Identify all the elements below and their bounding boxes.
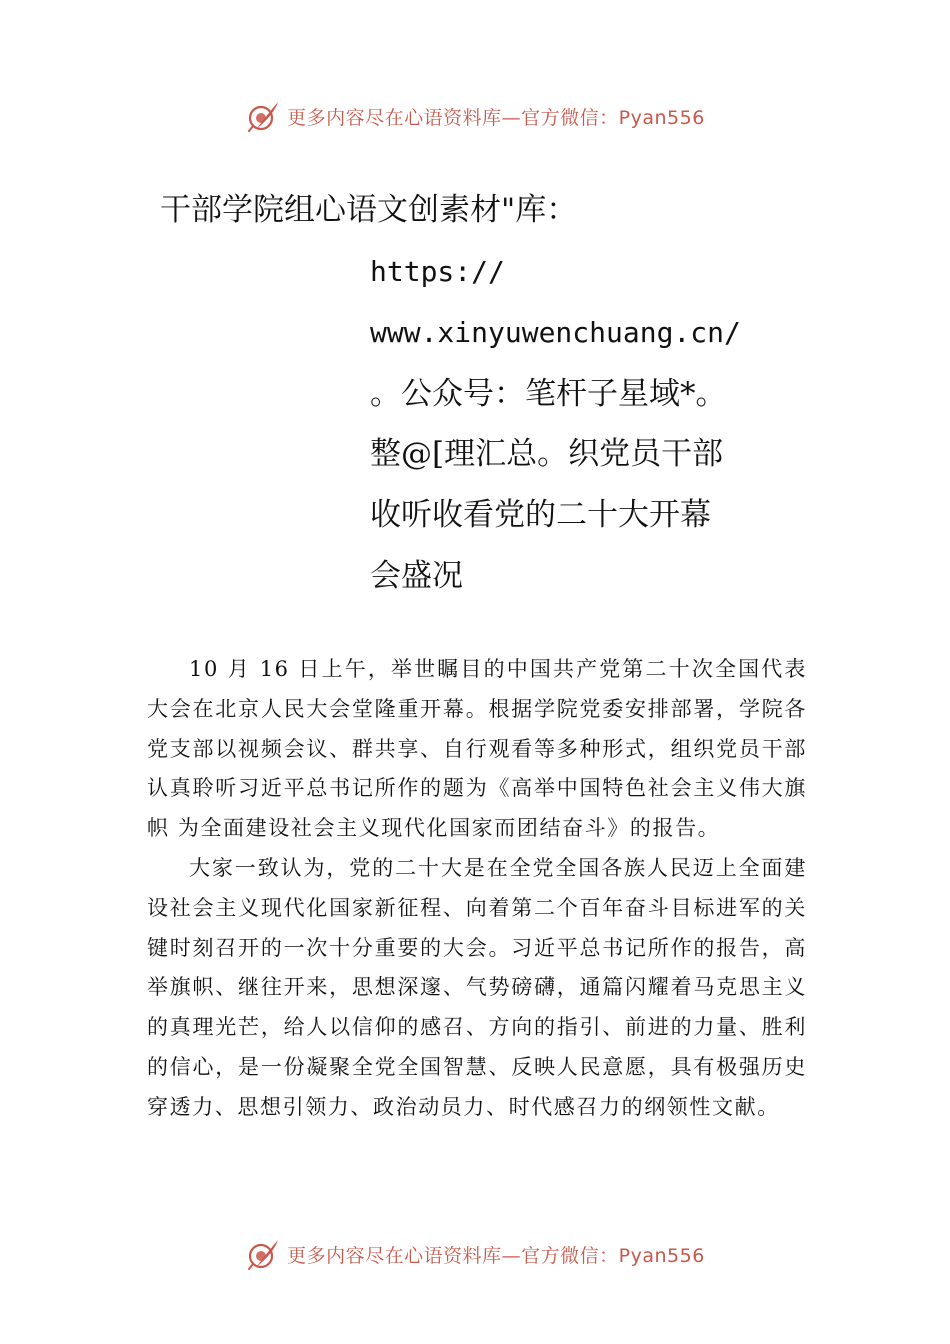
header-watermark	[0, 94, 950, 138]
footer-watermark-inner	[245, 1236, 705, 1272]
footer-watermark	[0, 1232, 950, 1276]
footer-watermark-cn: 更多内容尽在心语资料库—官方微信：	[287, 1244, 619, 1267]
title-line-2: https://	[370, 255, 505, 288]
title-line-6: 收听收看党的二十大开幕	[370, 497, 711, 533]
footer-wechat-id: Pyan556	[618, 1244, 705, 1267]
header-wechat-id: Pyan556	[618, 106, 705, 129]
title-line-3: www.xinyuwenchuang.cn/	[370, 316, 741, 349]
header-watermark-inner	[245, 98, 705, 134]
header-watermark-cn: 更多内容尽在心语资料库—官方微信：	[287, 106, 619, 129]
title-line-4: 。公众号：笔杆子星域*。	[370, 376, 727, 412]
footer-watermark-text	[287, 1241, 705, 1268]
title-line-5: 整@[理汇总。织党员干部	[370, 436, 724, 472]
title-line-1: 干部学院组心语文创素材"库：	[160, 192, 578, 228]
body-paragraph-2: 大家一致认为，党的二十大是在全党全国各族人民迈上全面建设社会主义现代化国家新征程、向着第二个百年奋斗目标进军的关键时刻召开的一次十分重要的大会。习近平总书记所作的报告，高举旗帜、继往开来，思想深邃、气势磅礴，通篇闪耀着马克思主义的真理光芒，给人以信仰的感召、方向的指引、前进的力量、胜利的信心，是一份凝聚全党全国智慧、反映人民意愿，具有极强历史穿透力、思想引领力、政治动员力、时代感召力的纲领性文献。	[147, 855, 807, 1119]
title-line-7: 会盛况	[370, 558, 463, 594]
quill-pen-logo-icon	[245, 98, 281, 134]
quill-pen-logo-icon	[245, 1236, 281, 1272]
body-paragraph-1: 10 月 16 日上午，举世瞩目的中国共产党第二十次全国代表大会在北京人民大会堂隆重开幕。根据学院党委安排部署，学院各党支部以视频会议、群共享、自行观看等多种形式，组织党员干部认真聆听习近平总书记所作的题为《高举中国特色社会主义伟大旗帜 为全面建设社会主义现代化国家而团结奋斗》的报告。	[147, 657, 807, 841]
article-body	[147, 650, 807, 1128]
header-watermark-text	[287, 103, 705, 130]
